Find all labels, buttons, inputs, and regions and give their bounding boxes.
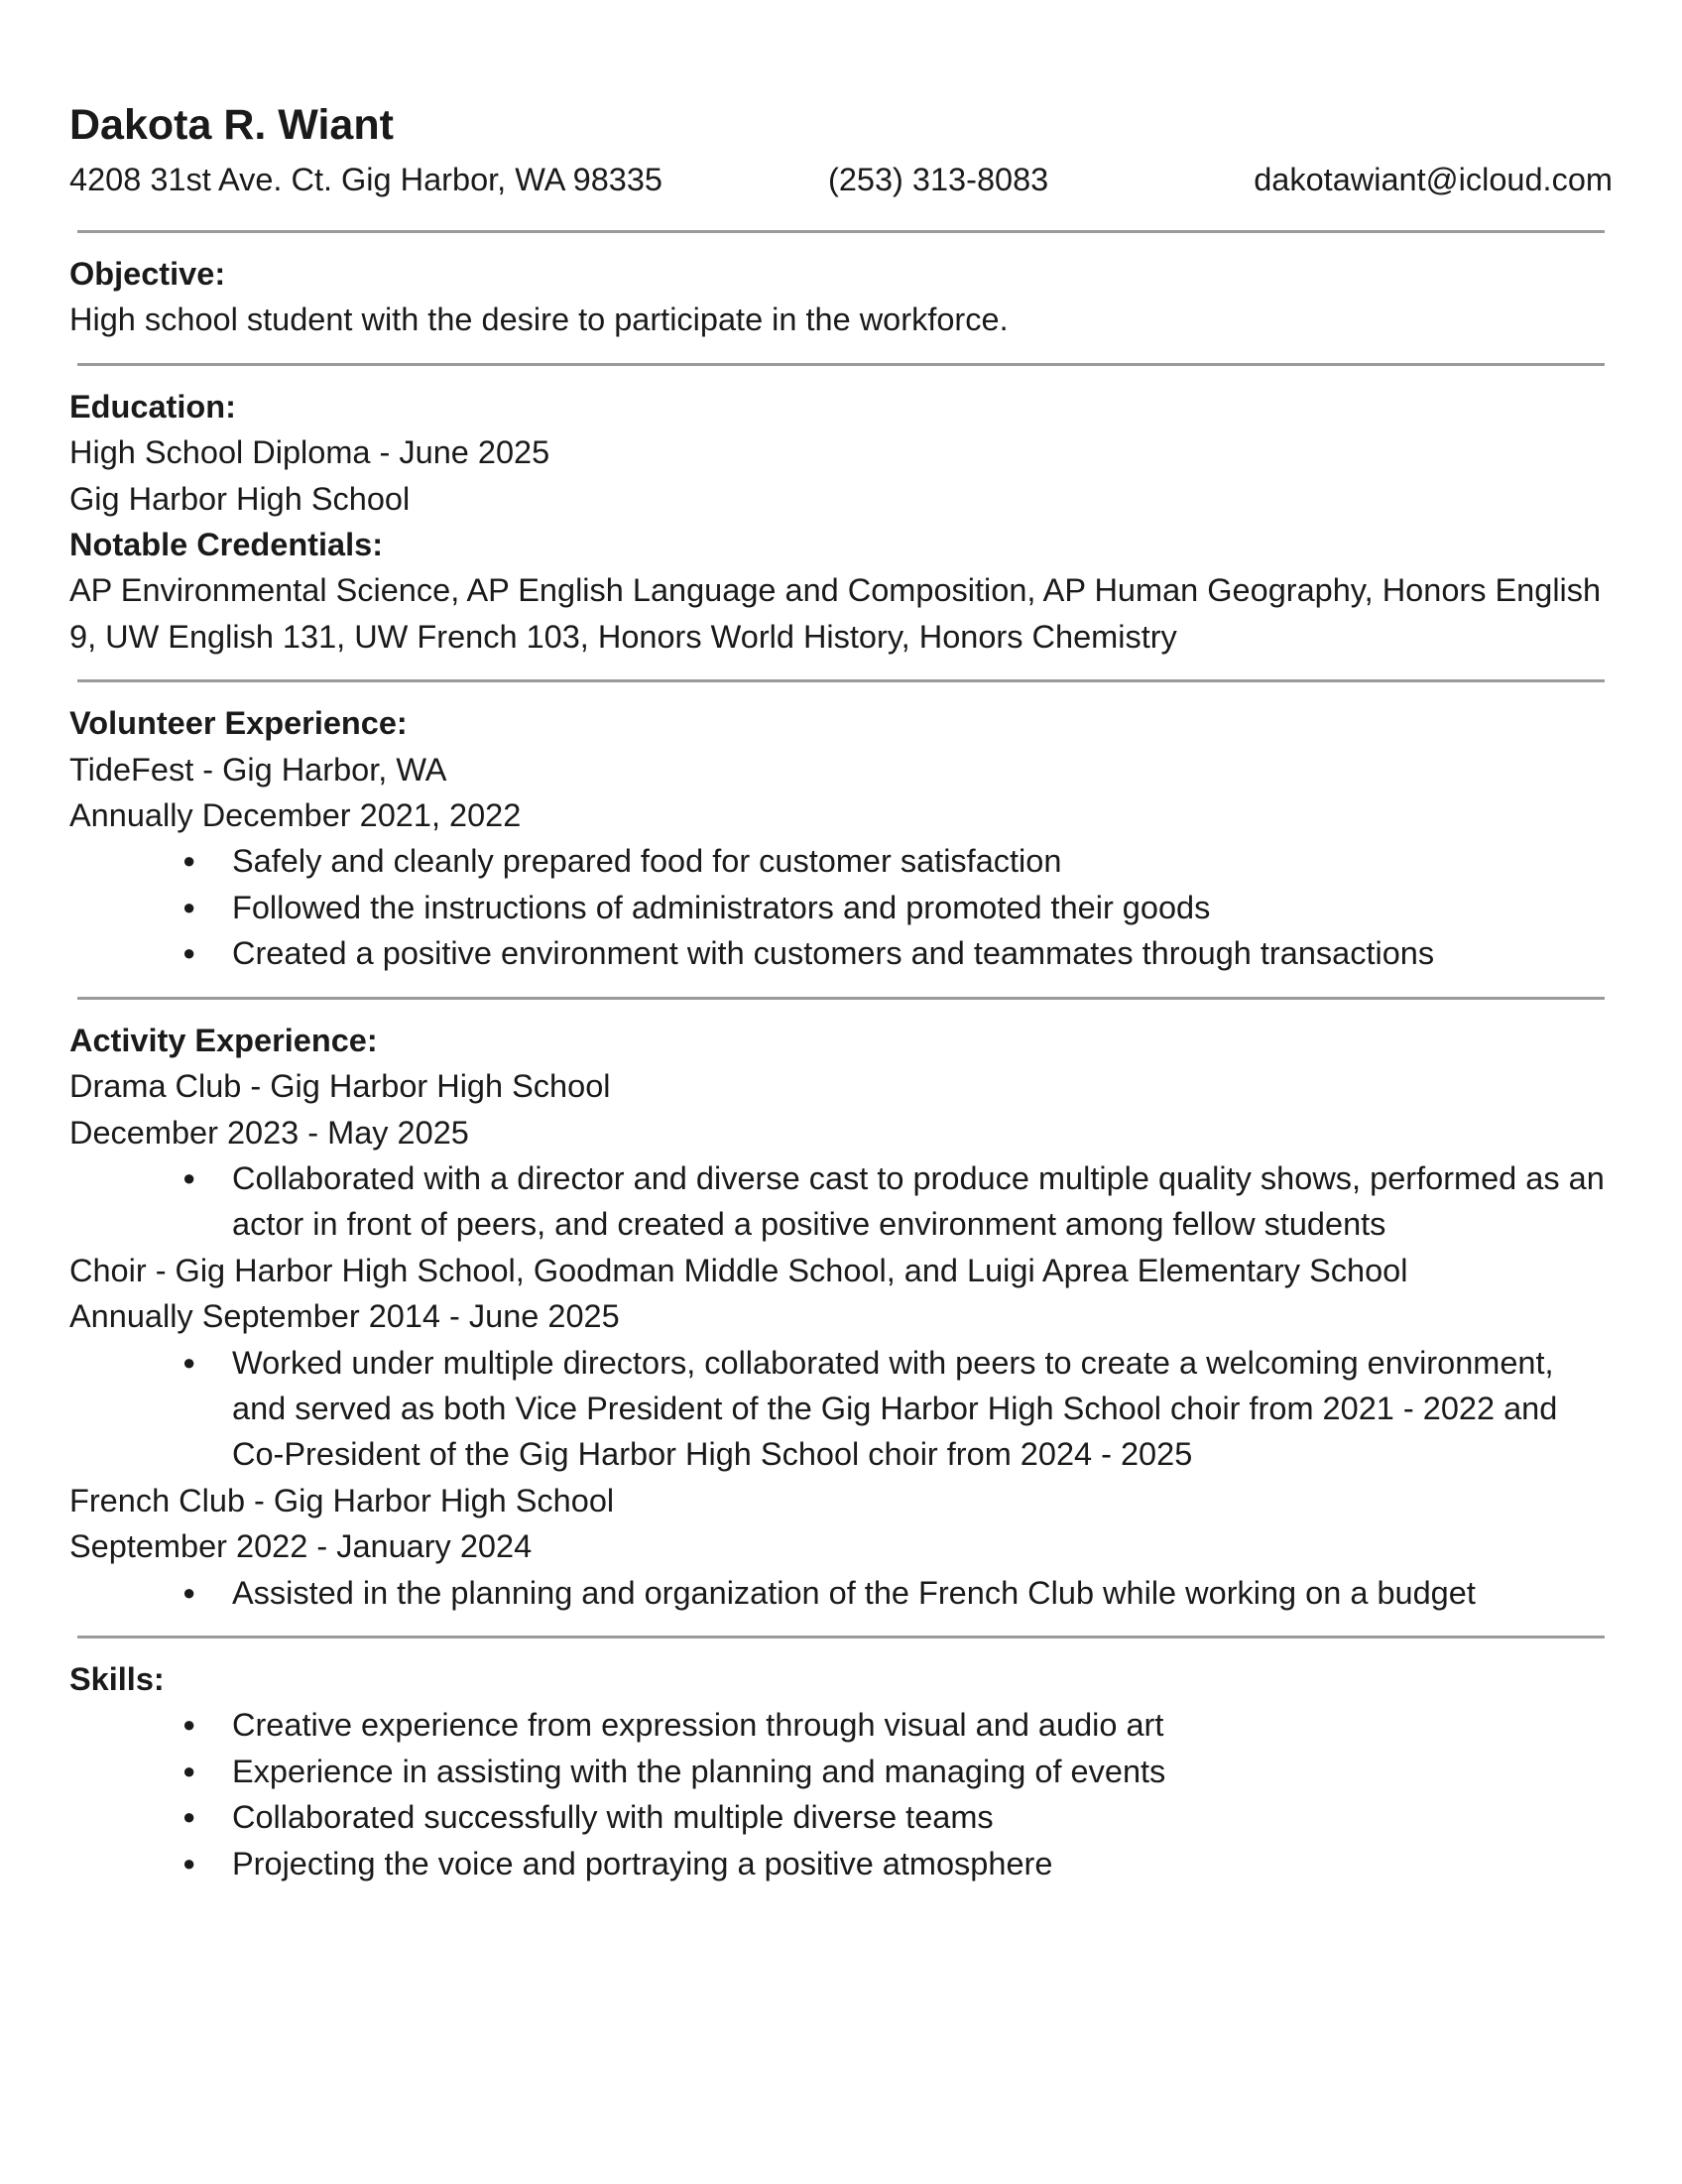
contact-phone: (253) 313-8083 <box>828 162 1049 197</box>
bullet-item: ● Projecting the voice and portraying a positive atmosphere <box>232 1841 1613 1886</box>
volunteer-heading: Volunteer Experience: <box>69 705 408 742</box>
section-divider <box>77 679 1605 682</box>
section-divider <box>77 1636 1605 1638</box>
bullet-item: ● Collaborated successfully with multiple diverse teams <box>232 1794 1613 1840</box>
entry-title: Choir - Gig Harbor High School, Goodman Middle School, and Luigi Aprea Elementary School <box>69 1252 1408 1288</box>
section-divider <box>77 997 1605 1000</box>
bullet-list <box>69 1155 1613 1248</box>
bullet-item: ● Followed the instructions of administrators and promoted their goods <box>232 885 1613 930</box>
education-school: Gig Harbor High School <box>69 480 411 517</box>
entry-dates: Annually December 2021, 2022 <box>69 797 522 834</box>
section-divider <box>77 230 1605 233</box>
skills-heading: Skills: <box>69 1660 165 1697</box>
entry-title: French Club - Gig Harbor High School <box>69 1482 615 1518</box>
contact-email: dakotawiant@icloud.com <box>1254 162 1613 197</box>
entry-title: TideFest - Gig Harbor, WA <box>69 751 447 788</box>
entry-dates: September 2022 - January 2024 <box>69 1528 533 1565</box>
resume-name: Dakota R. Wiant <box>69 101 394 149</box>
education-heading: Education: <box>69 388 236 425</box>
education-diploma: High School Diploma - June 2025 <box>69 434 550 471</box>
entry-dates: Annually September 2014 - June 2025 <box>69 1298 620 1335</box>
contact-address: 4208 31st Ave. Ct. Gig Harbor, WA 98335 <box>69 162 662 197</box>
credentials-heading: Notable Credentials: <box>69 527 384 563</box>
bullet-list <box>69 1570 1613 1616</box>
entry-title: Drama Club - Gig Harbor High School <box>69 1068 611 1105</box>
activity-section <box>69 1018 1613 1616</box>
credentials-text: AP Environmental Science, AP English Language and Composition, AP Human Geography, Honors English 9, UW English 131, UW French 103, Honors World History, Honors Chemistry <box>69 572 1602 655</box>
section-divider <box>77 363 1605 366</box>
skills-section <box>69 1656 1613 1886</box>
volunteer-section <box>69 700 1613 976</box>
entry-dates: December 2023 - May 2025 <box>69 1114 469 1151</box>
objective-section <box>69 251 1613 343</box>
bullet-item: ● Experience in assisting with the planning and managing of events <box>232 1749 1613 1794</box>
bullet-item: ● Safely and cleanly prepared food for customer satisfaction <box>232 838 1613 884</box>
activity-heading: Activity Experience: <box>69 1022 378 1058</box>
bullet-item: ● Assisted in the planning and organization of the French Club while working on a budget <box>232 1570 1613 1616</box>
bullet-item: ● Worked under multiple directors, collaborated with peers to create a welcoming environment, and served as both Vice President of the Gig Harbor High School choir from 2021 - 2022 and Co-President of the Gig Harbor High School choir from 2024 - 2025 <box>232 1340 1613 1478</box>
bullet-item: ● Creative experience from expression through visual and audio art <box>232 1702 1613 1748</box>
resume-page <box>69 95 1613 1906</box>
bullet-item: ● Created a positive environment with customers and teammates through transactions <box>232 930 1613 976</box>
bullet-list <box>69 1340 1613 1478</box>
objective-text: High school student with the desire to participate in the workforce. <box>69 302 1009 338</box>
bullet-list <box>69 1702 1613 1886</box>
objective-heading: Objective: <box>69 256 226 292</box>
bullet-list <box>69 838 1613 976</box>
education-section <box>69 384 1613 660</box>
bullet-item: ● Collaborated with a director and diverse cast to produce multiple quality shows, performed as an actor in front of peers, and created a positive environment among fellow students <box>232 1155 1613 1248</box>
contact-line <box>69 157 1613 202</box>
